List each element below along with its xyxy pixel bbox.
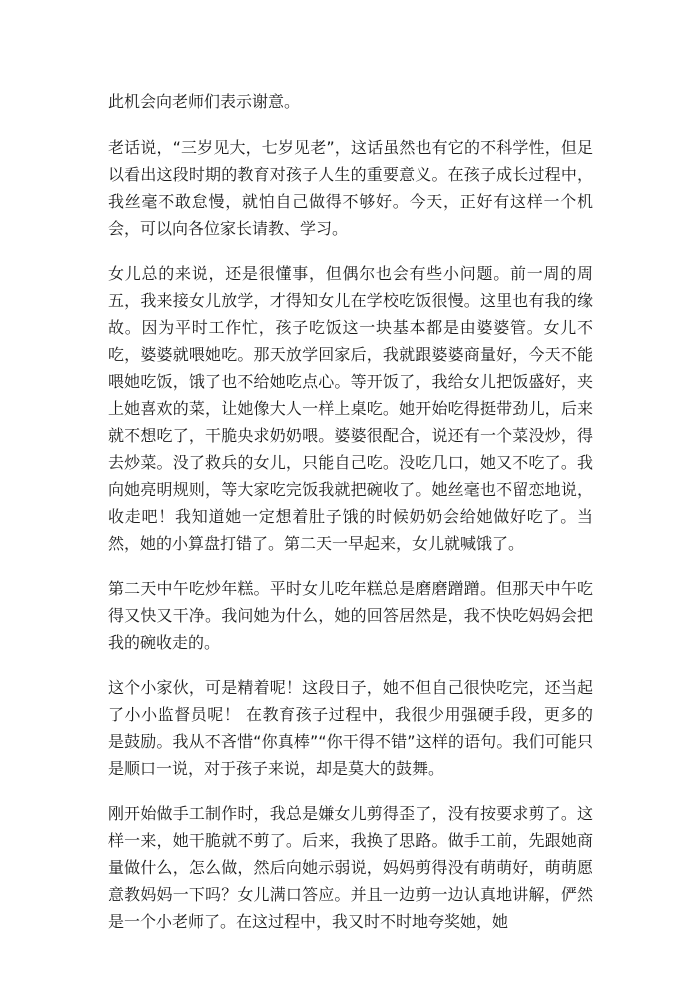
paragraph-6: 刚开始做手工制作时，我总是嫌女儿剪得歪了，没有按要求剪了。这样一来，她干脆就不剪了。后来，我换了思路。做手工前，先跟她商量做什么，怎么做，然后向她示弱说，妈妈剪得没有萌萌好，萌萌愿意教妈妈一下吗？女儿满口答应。并且一边剪一边认真地讲解，俨然是一个小老师了。在这过程中，我又时不时地夸奖她，她: [108, 804, 593, 931]
paragraph-5: 这个小家伙，可是精着呢！这段日子，她不但自己很快吃完，还当起了小小监督员呢！ 在教育孩子过程中，我很少用强硬手段，更多的是鼓励。我从不吝惜“你真棒”“你干得不错”这样的语句。我们可能只是顺口一说，对于孩子来说，却是莫大的鼓舞。: [108, 678, 593, 778]
paragraph-1: 此机会向老师们表示谢意。: [108, 92, 301, 111]
paragraph-2: 老话说，“三岁见大，七岁见老”，这话虽然也有它的不科学性，但足以看出这段时期的教育对孩子人生的重要意义。在孩子成长过程中，我丝毫不敢怠慢，就怕自己做得不够好。今天，正好有这样一个机会，可以向各位家长请教、学习。: [108, 138, 593, 238]
paragraph-3: 女儿总的来说，还是很懂事，但偶尔也会有些小问题。前一周的周五，我来接女儿放学，才得知女儿在学校吃饭很慢。这里也有我的缘故。因为平时工作忙，孩子吃饭这一块基本都是由婆婆管。女儿不吃，婆婆就喂她吃。那天放学回家后，我就跟婆婆商量好，今天不能喂她吃饭，饿了也不给她吃点心。等开饭了，我给女儿把饭盛好，夹上她喜欢的菜，让她像大人一样上桌吃。她开始吃得挺带劲儿，后来就不想吃了，干脆央求奶奶喂。婆婆很配合，说还有一个菜没炒，得去炒菜。没了救兵的女儿，只能自己吃。没吃几口，她又不吃了。我向她亮明规则，等大家吃完饭我就把碗收了。她丝毫也不留恋地说，收走吧！我知道她一定想着肚子饿的时候奶奶会给她做好吃了。当然，她的小算盘打错了。第二天一早起来，女儿就喊饿了。: [108, 264, 593, 553]
document-page: [108, 88, 593, 953]
paragraph-4: 第二天中午吃炒年糕。平时女儿吃年糕总是磨磨蹭蹭。但那天中午吃得又快又干净。我问她为什么，她的回答居然是，我不快吃妈妈会把我的碗收走的。: [108, 579, 593, 652]
